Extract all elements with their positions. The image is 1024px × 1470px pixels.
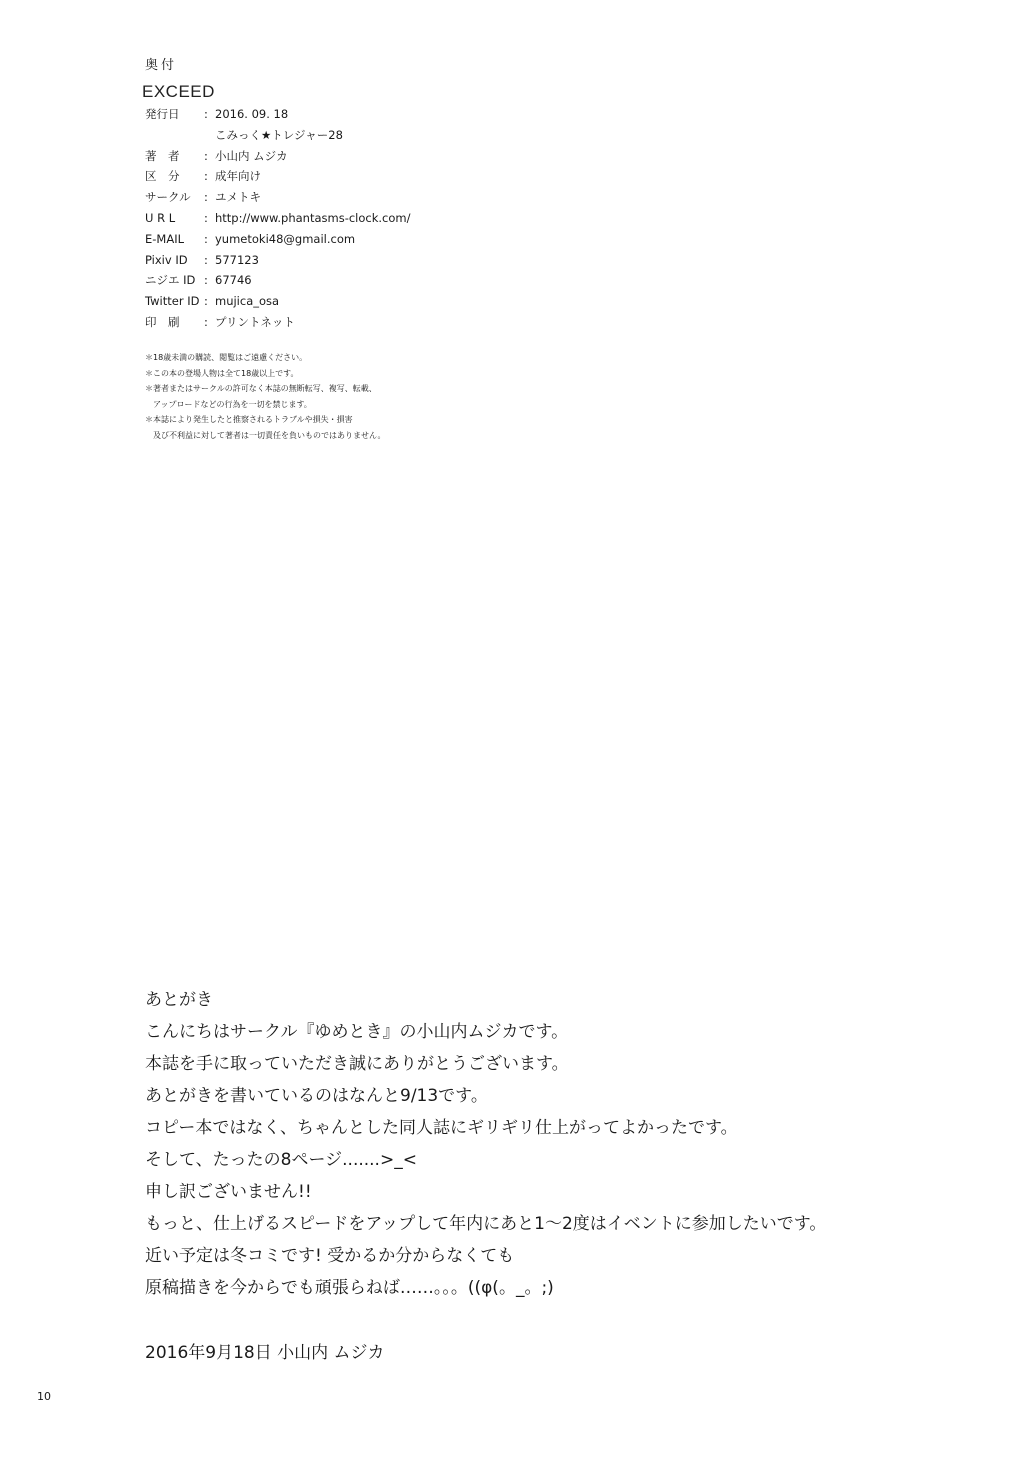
colophon-heading: 奥付 [145,58,178,73]
info-label: ニジエ ID [145,273,196,288]
notice-line: アップロードなどの行為を一切を禁じます。 [145,399,312,409]
notice-line: ＊本誌により発生したと推察されるトラブルや損失・損害 [145,415,353,425]
info-value: 67746 [215,273,252,288]
info-label: E-MAIL [145,231,185,246]
info-value: 小山内 ムジカ [215,148,288,163]
info-separator: : [204,148,208,163]
book-title: EXCEED [142,82,215,101]
info-separator: : [204,231,208,246]
info-value: 成年向け [215,169,261,184]
notice-line: ＊18歳未満の購読、閲覧はご遠慮ください。 [145,353,308,362]
notice-line: ＊著者またはサークルの許可なく本誌の無断転写、複写、転載、 [145,384,377,394]
info-separator: : [204,314,208,329]
info-value: http://www.phantasms-clock.com/ [215,210,411,225]
info-value: プリントネット [215,314,295,329]
afterword-line: 本誌を手に取っていただき誠にありがとうございます。 [145,1054,569,1074]
info-label: サークル [145,190,191,205]
info-value: ユメトキ [215,190,261,205]
info-separator: : [204,273,208,288]
info-label: 著 者 [145,148,180,163]
info-separator: : [204,294,208,309]
info-separator: : [204,252,208,267]
info-value: mujica_osa [215,294,280,309]
afterword-line: そして、たったの8ページ.......>_< [145,1150,417,1170]
afterword [145,984,826,1304]
notices [145,350,385,444]
afterword-line: 申し訳ございません!! [145,1182,312,1202]
info-value: yumetoki48@gmail.com [215,231,356,246]
info-separator: : [204,190,208,205]
info-label: Twitter ID [145,294,200,309]
info-label: U R L [145,210,176,225]
afterword-title: あとがき [145,990,213,1010]
info-separator: : [204,210,208,225]
afterword-line: こんにちはサークル『ゆめとき』の小山内ムジカです。 [145,1022,569,1042]
info-label: Pixiv ID [145,252,188,267]
info-label: 印 刷 [145,314,180,329]
afterword-line: 近い予定は冬コミです! 受かるか分からなくても [145,1246,515,1266]
notice-line: 及び不利益に対して著者は一切責任を負いものではありません。 [145,430,386,440]
info-value: 577123 [215,252,259,267]
afterword-line: コピー本ではなく、ちゃんとした同人誌にギリギリ仕上がってよかったです。 [145,1118,738,1138]
info-separator: : [204,107,208,121]
info-label: 発行日 [145,107,180,121]
notice-line: ＊この本の登場人物は全て18歳以上です。 [145,368,299,378]
afterword-line: もっと、仕上げるスピードをアップして年内にあと1～2度はイベントに参加したいです。 [145,1214,827,1234]
info-value: こみっく★トレジャー28 [215,127,343,142]
signature: 2016年9月18日 小山内 ムジカ [145,1343,385,1363]
info-separator: : [204,169,208,184]
page-number: 10 [37,1390,51,1403]
afterword-line: 原稿描きを今からでも頑張らねば……。。。((φ(。_。;) [145,1278,554,1298]
afterword-line: あとがきを書いているのはなんと9/13です。 [145,1086,488,1106]
info-value: 2016. 09. 18 [215,107,289,121]
info-label: 区 分 [145,169,180,184]
